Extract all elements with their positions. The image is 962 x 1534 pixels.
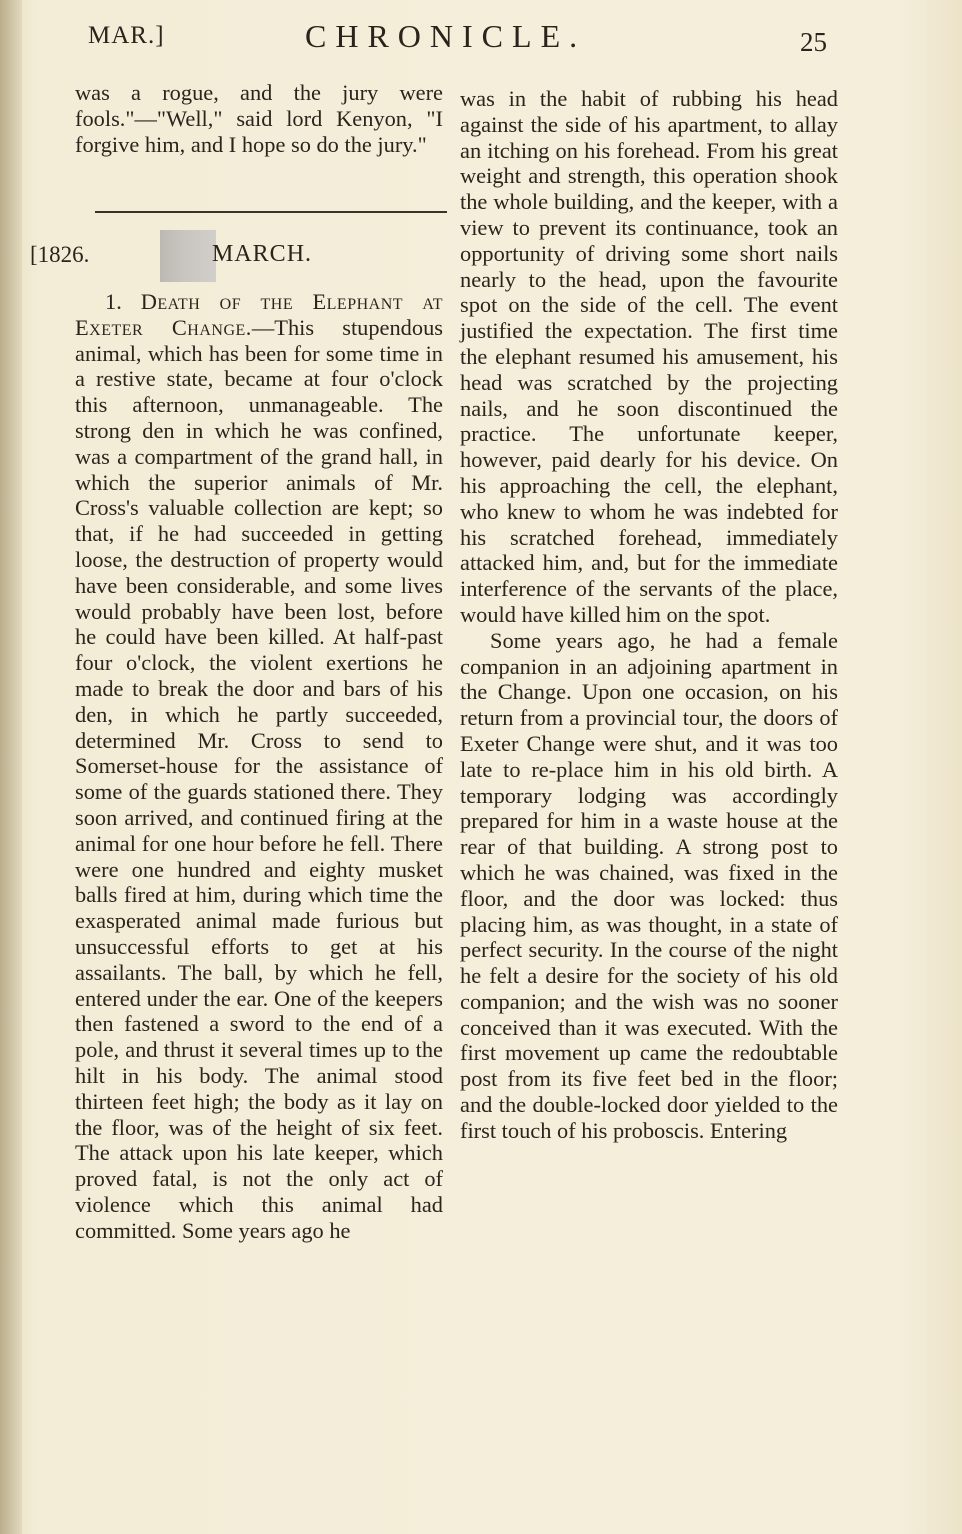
section-divider (95, 211, 447, 213)
article-number: 1. (105, 289, 122, 314)
right-column (460, 86, 838, 1144)
redaction-block (160, 230, 216, 282)
section-month: MARCH. (212, 241, 313, 267)
article-body: —This stupendous animal, which has been for some time in a restive state, became at four o'clock this afternoon, unmanageable. The strong den in which he was confined, was a compartment of the grand hall, in which the superior animals of Mr. Cross's valuable collection are kept; so that, if he had succeeded in getting loose, the destruction of property would have been considerable, and some lives would probably have been lost, before he could have been killed. At half-past four o'clock, the violent exertions he made to break the door and bars of his den, in which he partly succeeded, determined Mr. Cross to send to Somerset-house for the assistance of some of the guards stationed there. They soon arrived, and continued firing at the animal for one hour before he fell. There were one hundred and eighty musket balls fired at him, during which time the exasperated animal made furious but unsuccessful efforts to get at his assailants. The ball, by which he fell, entered under the ear. One of the keepers then fastened a sword to the end of a pole, and thrust it several times up to the hilt in his body. The animal stood thirteen feet high; the body as it lay on the floor, was of the height of six feet. The attack upon his late keeper, which proved fatal, is not the only act of violence which this animal had committed. Some years ago he (75, 314, 443, 1243)
section-year: [1826. (30, 242, 90, 267)
right-paragraph-1: was in the habit of rubbing his head against the side of his apartment, to allay an itching on his forehead. From his great weight and strength, this operation shook the whole building, and the keeper, with a view to prevent its continuance, took an opportunity of driving some short nails nearly to the head, upon the favourite spot on the side of the cell. The event justified the expectation. The first time the elephant resumed his amusement, his head was scratched by the projecting nails, and he soon discontinued the practice. The unfortunate keeper, however, paid dearly for his device. On his approaching the cell, the elephant, who knew to whom he was indebted for his scratched forehead, immediately attacked him, and, but for the immediate interference of the servants of the place, would have killed him on the spot. (460, 86, 838, 627)
right-paragraph-2: Some years ago, he had a female companion in an adjoining apartment in the Change. Upon one occasion, on his return from a provincial tour, the doors of Exeter Change were shut, and it was too late to re-place him in his old birth. A temporary lodging was accordingly prepared for him in a waste house at the rear of that building. A strong post to which he was chained, was fixed in the floor, and the door was locked: thus placing him, as was thought, in a state of perfect security. In the course of the night he felt a desire for the society of his old companion; and the wish was no sooner conceived than it was executed. With the first movement up came the redoubtable post from its five feet bed in the floor; and the double-locked door yielded to the first touch of his proboscis. Entering (460, 627, 838, 1143)
running-head-title: CHRONICLE. (305, 18, 587, 54)
page-number: 25 (800, 27, 827, 57)
article-paragraph (75, 289, 443, 1243)
continuation-paragraph: was a rogue, and the jury were fools."—"Well," said lord Kenyon, "I forgive him, and I hope so do the jury." (75, 80, 443, 157)
left-column (75, 80, 443, 157)
section-heading (30, 236, 450, 276)
book-gutter (0, 0, 22, 1534)
running-head-month: MAR.] (88, 22, 165, 49)
article-column-left (75, 289, 443, 1243)
article-title: Death of the Elephant at Exeter Change. (75, 289, 443, 340)
